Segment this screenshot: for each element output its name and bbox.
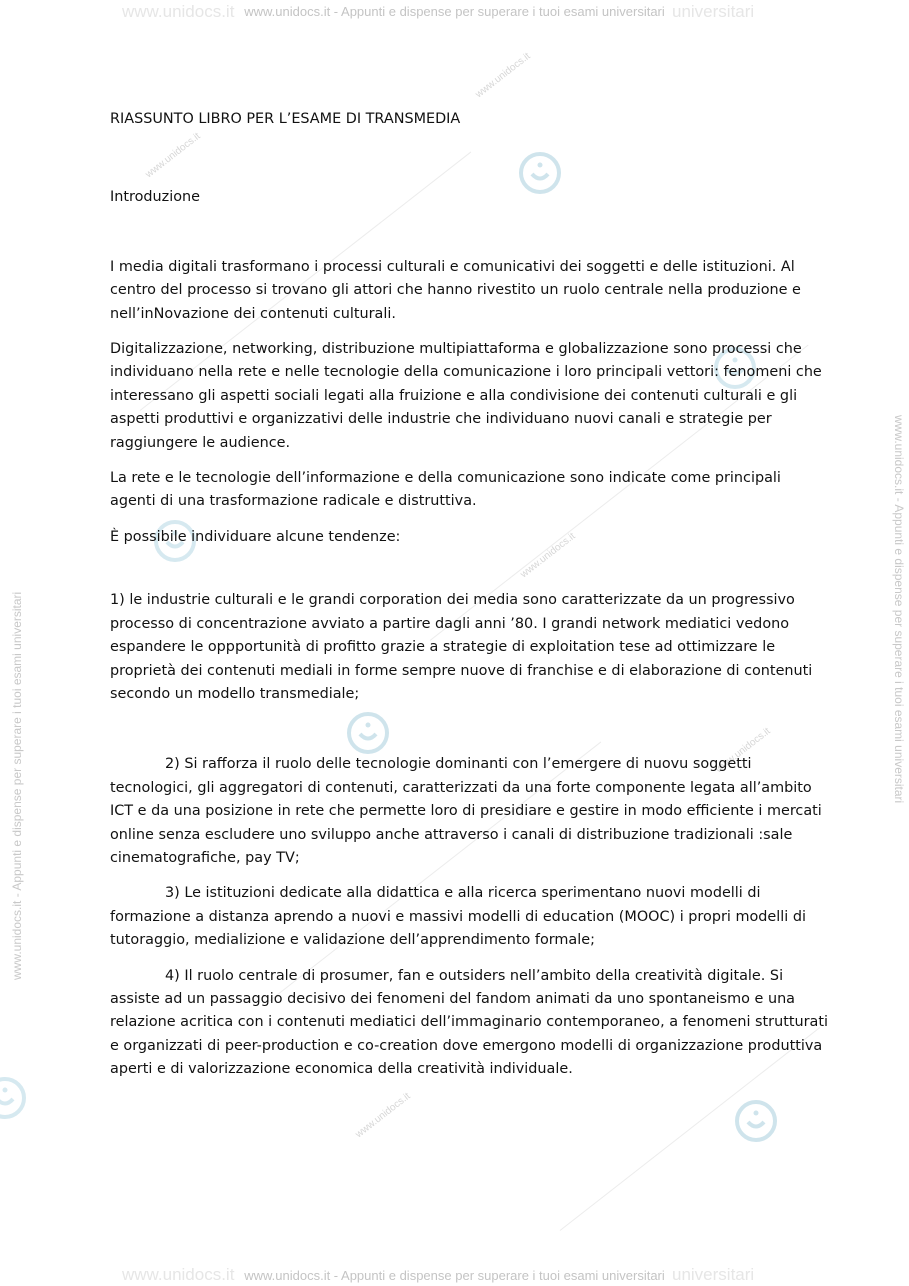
document-body (110, 108, 830, 1094)
paragraph-intro: I media digitali trasformano i processi culturali e comunicativi dei soggetti e delle istituzioni. Al centro del processo si trovano gli attori che hanno rivestito un ruolo centrale nella produzione e nell’inNovazione dei contenuti culturali. (110, 258, 801, 322)
unidocs-logo-icon (0, 1075, 28, 1121)
paragraph-digitalization: Digitalizzazione, networking, distribuzione multipiattaforma e globalizzazione sono processi che individuano nella rete e nelle tecnologie della comunicazione i loro principali vettori: fenomeni che interessano gli aspetti sociali legati alla fruizione e alla condivisione dei contenuti culturali e gli aspetti produttivi e organizzativi delle industrie che individuano nuovi canali e strategie per raggiungere le audience. (110, 341, 822, 451)
watermark-side-right: www.unidocs.it - Appunti e dispense per superare i tuoi esami universitari (892, 415, 906, 804)
document-title: RIASSUNTO LIBRO PER L’ESAME DI TRANSMEDIA (110, 111, 461, 127)
watermark-footer: www.unidocs.it - Appunti e dispense per superare i tuoi esami universitari (244, 1268, 665, 1283)
watermark-diagonal: www.unidocs.it (713, 725, 773, 776)
trend-item-1: 1) le industrie culturali e le grandi corporation dei media sono caratterizzate da un progressivo processo di concentrazione avviato a partire dagli anni ’80. I grandi network mediatici vedono espandere le oppportunità di profitto grazie a strategie di exploitation tese ad ottimizzare le proprietà dei contenuti mediali in forme sempre nuove di franchise e di elaborazione di contenuti secondo un modello transmediale; (110, 592, 813, 702)
paragraph-network: La rete e le tecnologie dell’informazione e della comunicazione sono indicate come principali agenti di una trasformazione radicale e distruttiva. (110, 470, 781, 510)
watermark-header: www.unidocs.it - Appunti e dispense per superare i tuoi esami universitari (244, 4, 665, 19)
paragraph-trends-intro: È possibile individuare alcune tendenze: (110, 528, 401, 545)
watermark-diagonal: www.unidocs.it (353, 1090, 413, 1141)
section-heading: Introduzione (110, 189, 200, 206)
watermark-ghost-left: www.unidocs.it (122, 2, 235, 21)
watermark-side-left: www.unidocs.it - Appunti e dispense per superare i tuoi esami universitari (10, 591, 24, 980)
unidocs-logo-icon (733, 1098, 779, 1144)
watermark-diagonal: www.unidocs.it (518, 530, 578, 581)
trend-item-2: 2) Si rafforza il ruolo delle tecnologie dominanti con l’emergere di nuovu soggetti tecnologici, gli aggregatori di contenuti, caratterizzati da una forte componente legata all’ambito ICT e da una posizione in rete che permette loro di presidiare e gestire in modo efficiente i mercati online senza escludere uno sviluppo anche attraverso i canali di distribuzione tradizionali :sale cinematografiche, pay TV; (110, 756, 822, 866)
watermark-diagonal: www.unidocs.it (473, 50, 533, 101)
watermark-ghost-right-bottom: universitari (672, 1265, 755, 1284)
watermark-diagonal: www.unidocs.it (143, 130, 203, 181)
watermark-ghost-left-bottom: www.unidocs.it (122, 1265, 235, 1284)
trend-item-4: 4) Il ruolo centrale di prosumer, fan e outsiders nell’ambito della creatività digitale. Si assiste ad un passaggio decisivo dei fenomeni del fandom animati da uno spontaneismo e una relazione acritica con i contenuti mediatici dell’immaginario contemporaneo, a fenomeni strutturati e organizzati di peer-production e co-creation dove emergono modelli di organizzazione produttiva aperti e di valorizzazione economica della creatività individuale. (110, 967, 828, 1078)
watermark-ghost-right: universitari (672, 2, 755, 21)
trend-item-3: 3) Le istituzioni dedicate alla didattica e alla ricerca sperimentano nuovi modelli di formazione a distanza aprendo a nuovi e massivi modelli di education (MOOC) i propri modelli di tutoraggio, medializione e validazione dell’apprendimento formale; (110, 885, 806, 949)
